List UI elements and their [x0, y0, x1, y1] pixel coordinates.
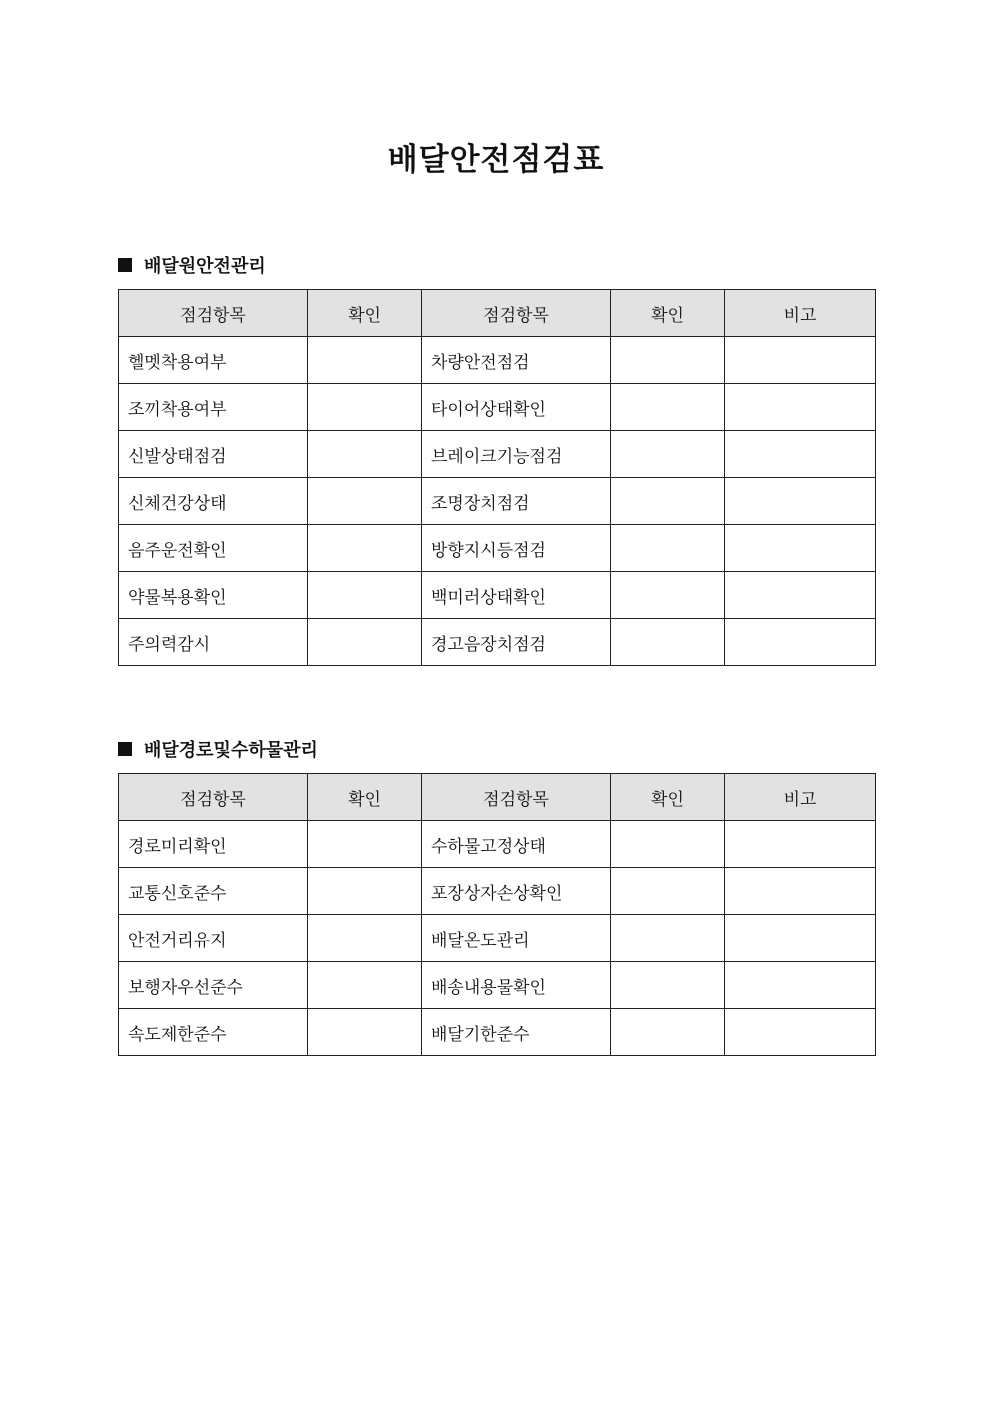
- confirm-cell[interactable]: [611, 572, 725, 619]
- check-item-cell: 신발상태점검: [119, 431, 308, 478]
- table-row: [119, 478, 876, 525]
- confirm-cell[interactable]: [308, 821, 422, 868]
- header-check-item: 점검항목: [119, 774, 308, 821]
- check-item-cell: 배달온도관리: [422, 915, 611, 962]
- confirm-cell[interactable]: [611, 821, 725, 868]
- header-check-item: 점검항목: [422, 290, 611, 337]
- table-row: [119, 868, 876, 915]
- remarks-cell[interactable]: [725, 525, 876, 572]
- remarks-cell[interactable]: [725, 478, 876, 525]
- check-item-cell: 경로미리확인: [119, 821, 308, 868]
- confirm-cell[interactable]: [611, 915, 725, 962]
- header-confirm: 확인: [611, 290, 725, 337]
- check-item-cell: 조명장치점검: [422, 478, 611, 525]
- check-item-cell: 신체건강상태: [119, 478, 308, 525]
- check-item-cell: 배송내용물확인: [422, 962, 611, 1009]
- remarks-cell[interactable]: [725, 868, 876, 915]
- rider-safety-table: [118, 289, 876, 666]
- table-row: [119, 962, 876, 1009]
- confirm-cell[interactable]: [308, 868, 422, 915]
- check-item-cell: 배달기한준수: [422, 1009, 611, 1056]
- header-remarks: 비고: [725, 290, 876, 337]
- table-header-row: [119, 290, 876, 337]
- remarks-cell[interactable]: [725, 962, 876, 1009]
- table-row: [119, 431, 876, 478]
- remarks-cell[interactable]: [725, 619, 876, 666]
- remarks-cell[interactable]: [725, 915, 876, 962]
- confirm-cell[interactable]: [308, 384, 422, 431]
- check-item-cell: 음주운전확인: [119, 525, 308, 572]
- header-remarks: 비고: [725, 774, 876, 821]
- table-row: [119, 915, 876, 962]
- confirm-cell[interactable]: [611, 525, 725, 572]
- section-heading-label: 배달경로및수하물관리: [144, 740, 318, 761]
- confirm-cell[interactable]: [611, 384, 725, 431]
- confirm-cell[interactable]: [611, 1009, 725, 1056]
- square-bullet-icon: [118, 742, 132, 756]
- confirm-cell[interactable]: [611, 337, 725, 384]
- check-item-cell: 조끼착용여부: [119, 384, 308, 431]
- check-item-cell: 교통신호준수: [119, 868, 308, 915]
- remarks-cell[interactable]: [725, 572, 876, 619]
- page-title: 배달안전점검표: [387, 142, 605, 178]
- confirm-cell[interactable]: [308, 337, 422, 384]
- confirm-cell[interactable]: [611, 868, 725, 915]
- header-confirm: 확인: [308, 290, 422, 337]
- check-item-cell: 수하물고정상태: [422, 821, 611, 868]
- confirm-cell[interactable]: [308, 1009, 422, 1056]
- confirm-cell[interactable]: [308, 962, 422, 1009]
- route-cargo-table: [118, 773, 876, 1056]
- check-item-cell: 헬멧착용여부: [119, 337, 308, 384]
- table-row: [119, 1009, 876, 1056]
- check-item-cell: 포장상자손상확인: [422, 868, 611, 915]
- table-row: [119, 525, 876, 572]
- check-item-cell: 방향지시등점검: [422, 525, 611, 572]
- check-item-cell: 브레이크기능점검: [422, 431, 611, 478]
- remarks-cell[interactable]: [725, 337, 876, 384]
- confirm-cell[interactable]: [308, 619, 422, 666]
- table-row: [119, 821, 876, 868]
- confirm-cell[interactable]: [308, 915, 422, 962]
- table-header-row: [119, 774, 876, 821]
- remarks-cell[interactable]: [725, 431, 876, 478]
- confirm-cell[interactable]: [611, 619, 725, 666]
- confirm-cell[interactable]: [308, 431, 422, 478]
- check-item-cell: 안전거리유지: [119, 915, 308, 962]
- header-confirm: 확인: [611, 774, 725, 821]
- check-item-cell: 속도제한준수: [119, 1009, 308, 1056]
- remarks-cell[interactable]: [725, 821, 876, 868]
- check-item-cell: 차량안전점검: [422, 337, 611, 384]
- remarks-cell[interactable]: [725, 1009, 876, 1056]
- check-item-cell: 약물복용확인: [119, 572, 308, 619]
- check-item-cell: 백미러상태확인: [422, 572, 611, 619]
- section-heading-label: 배달원안전관리: [144, 256, 266, 277]
- check-item-cell: 주의력감시: [119, 619, 308, 666]
- check-item-cell: 경고음장치점검: [422, 619, 611, 666]
- remarks-cell[interactable]: [725, 384, 876, 431]
- check-item-cell: 보행자우선준수: [119, 962, 308, 1009]
- confirm-cell[interactable]: [308, 572, 422, 619]
- section-heading-rider-safety: [118, 252, 266, 278]
- confirm-cell[interactable]: [611, 431, 725, 478]
- table-row: [119, 337, 876, 384]
- section-heading-route-cargo: [118, 736, 318, 762]
- square-bullet-icon: [118, 258, 132, 272]
- header-check-item: 점검항목: [119, 290, 308, 337]
- confirm-cell[interactable]: [308, 478, 422, 525]
- confirm-cell[interactable]: [308, 525, 422, 572]
- table-row: [119, 572, 876, 619]
- table-row: [119, 619, 876, 666]
- table-row: [119, 384, 876, 431]
- confirm-cell[interactable]: [611, 962, 725, 1009]
- check-item-cell: 타이어상태확인: [422, 384, 611, 431]
- confirm-cell[interactable]: [611, 478, 725, 525]
- header-confirm: 확인: [308, 774, 422, 821]
- header-check-item: 점검항목: [422, 774, 611, 821]
